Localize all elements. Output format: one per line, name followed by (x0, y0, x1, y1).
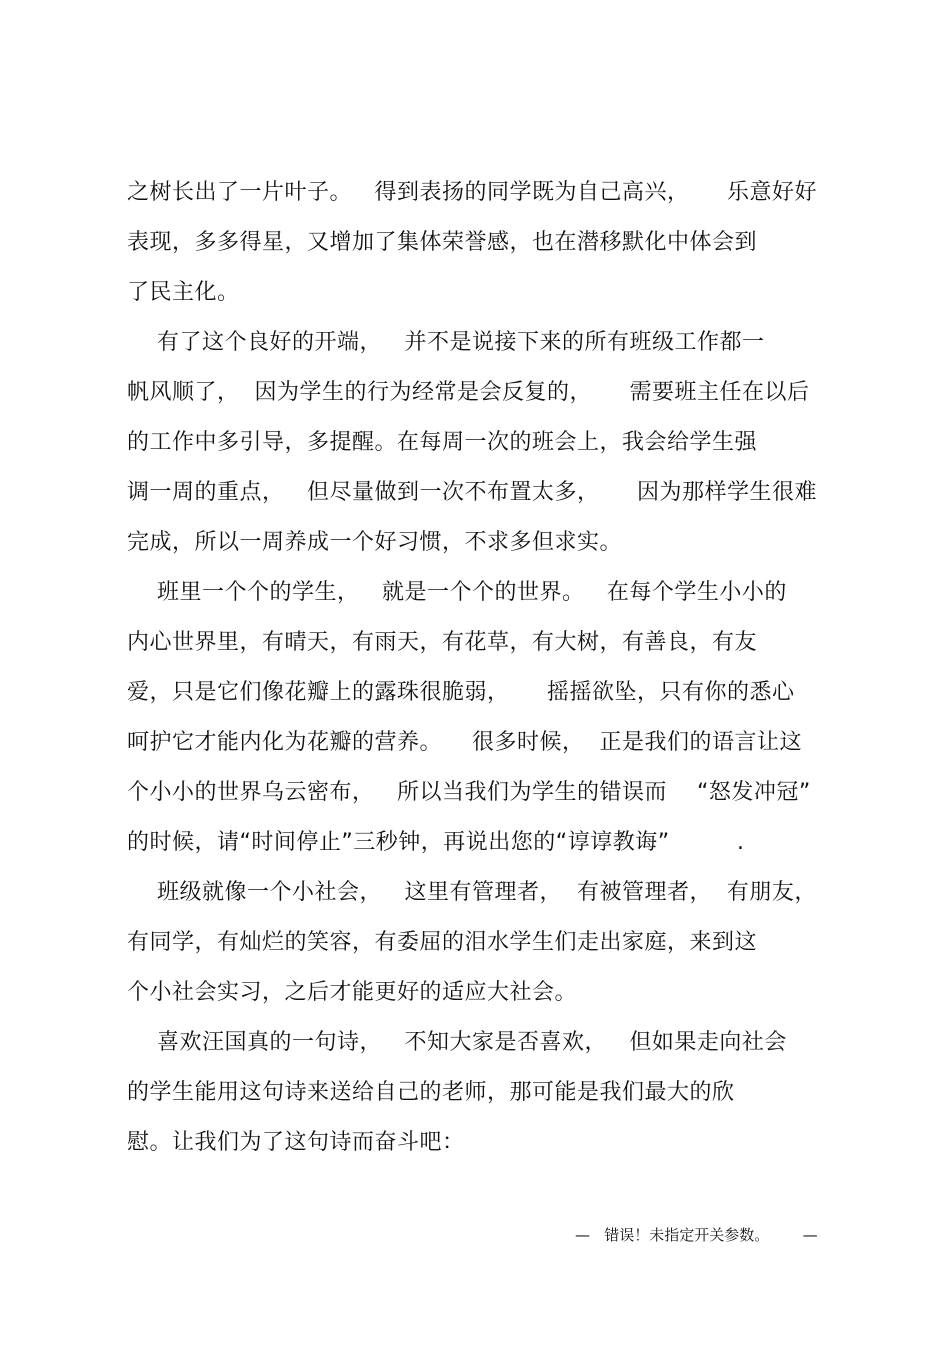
text-line: 爱，只是它们像花瓣上的露珠很脆弱， 摇摇欲坠，只有你的悉心 (127, 680, 795, 705)
text-line: 帆风顺了， 因为学生的行为经常是会反复的， 需要班主任在以后 (127, 380, 810, 405)
text-line: 调一周的重点， 但尽量做到一次不布置太多， 因为那样学生很难 (127, 480, 817, 505)
text-line: 个小社会实习，之后才能更好的适应大社会。 (127, 980, 578, 1005)
text-line: 表现，多多得星，又增加了集体荣誉感，也在潜移默化中体会到 (127, 230, 758, 255)
text-line: 慰。让我们为了这句诗而奋斗吧： (127, 1130, 465, 1155)
text-line: 完成，所以一周养成一个好习惯，不求多但求实。 (127, 530, 623, 555)
text-line: 的工作中多引导，多提醒。在每周一次的班会上，我会给学生强 (127, 430, 758, 455)
text-line: 有了这个良好的开端， 并不是说接下来的所有班级工作都一 (127, 330, 765, 355)
text-line: 内心世界里，有晴天，有雨天，有花草，有大树，有善良，有友 (127, 630, 758, 655)
page-footer: — 错误！未指定开关参数。 — (575, 1226, 818, 1244)
text-line: 的时候，请“时间停止”三秒钟，再说出您的“谆谆教诲” . (127, 830, 745, 855)
text-line: 班级就像一个小社会， 这里有管理者， 有被管理者， 有朋友， (127, 880, 817, 905)
text-line: 有同学，有灿烂的笑容，有委屈的泪水学生们走出家庭，来到这 (127, 930, 758, 955)
text-line: 的学生能用这句诗来送给自己的老师，那可能是我们最大的欣 (127, 1080, 735, 1105)
text-line: 班里一个个的学生， 就是一个个的世界。 在每个学生小小的 (127, 580, 787, 605)
text-line: 了民主化。 (127, 280, 240, 305)
text-line: 之树长出了一片叶子。 得到表扬的同学既为自己高兴， 乐意好好 (127, 180, 817, 205)
text-line: 呵护它才能内化为花瓣的营养。 很多时候， 正是我们的语言让这 (127, 730, 802, 755)
text-line: 个小小的世界乌云密布， 所以当我们为学生的错误而 “怒发冲冠” (127, 780, 811, 805)
text-line: 喜欢汪国真的一句诗， 不知大家是否喜欢， 但如果走向社会 (127, 1030, 787, 1055)
